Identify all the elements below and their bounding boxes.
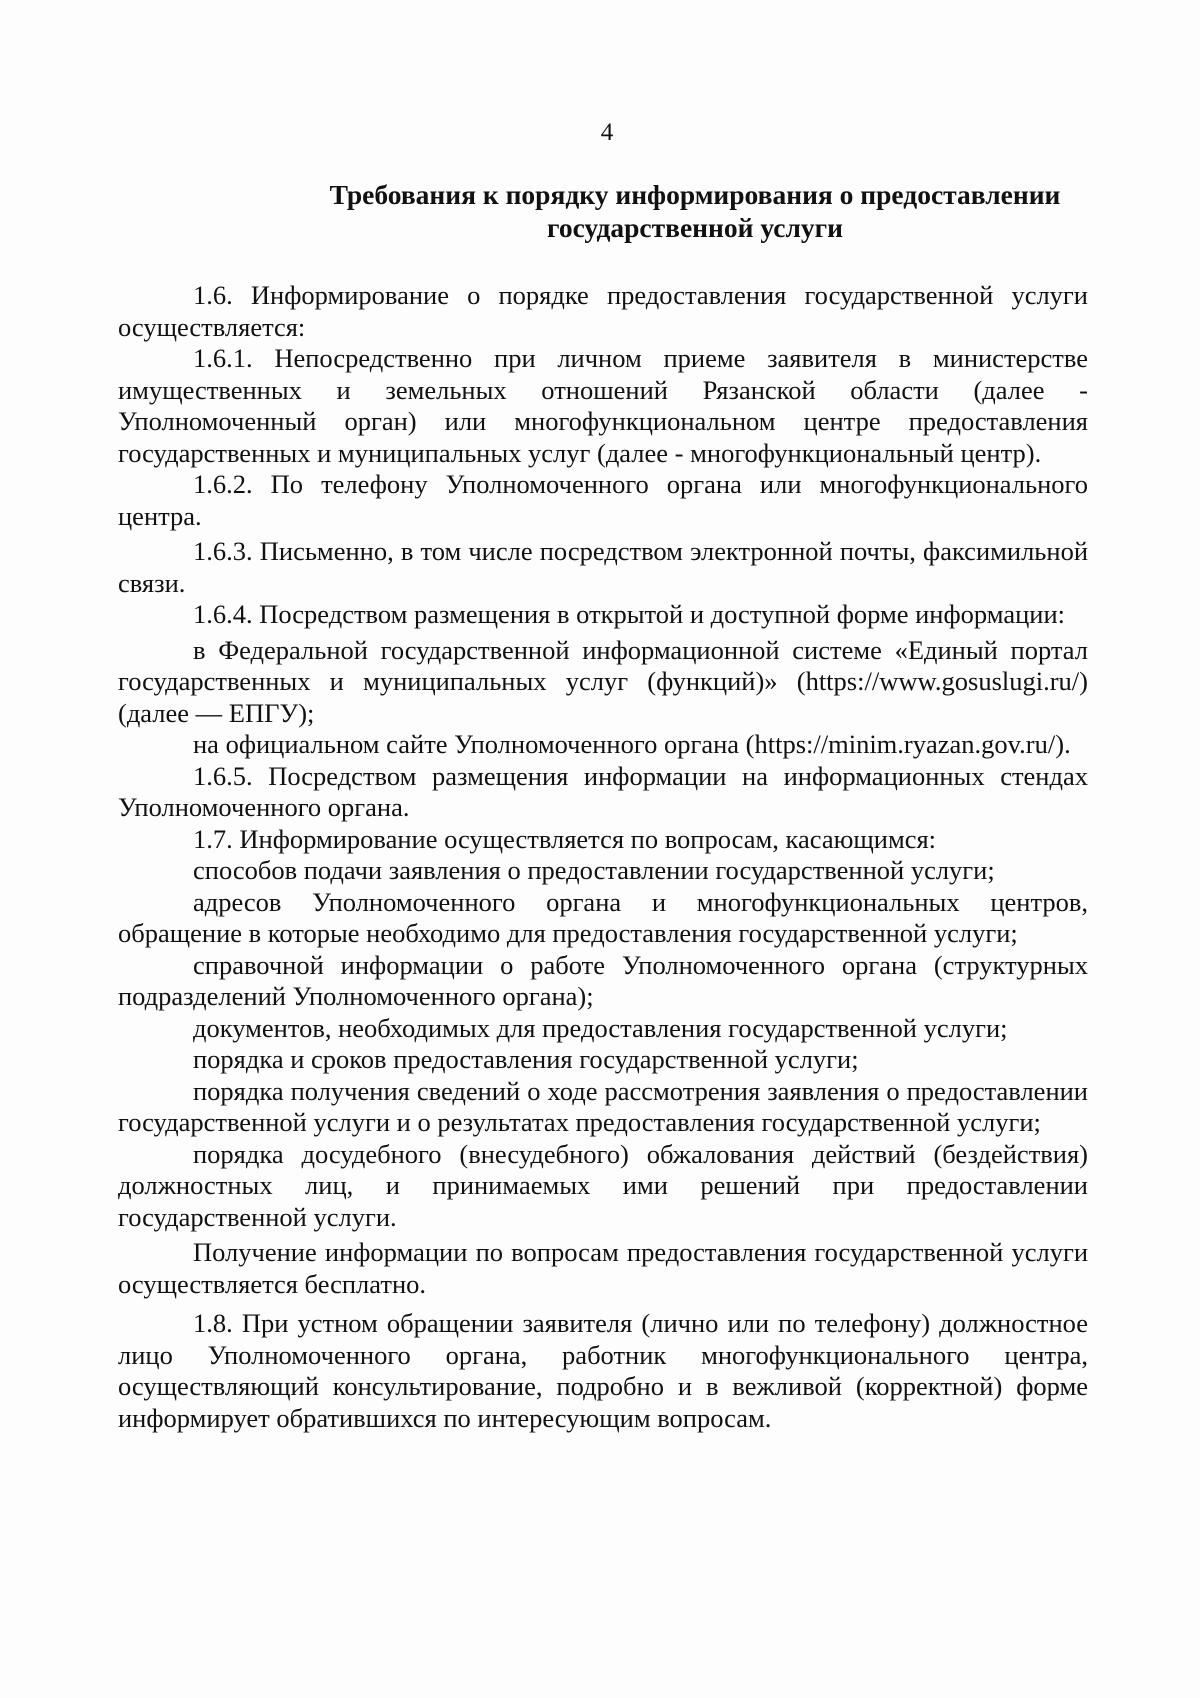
paragraph-1-6-5: 1.6.5. Посредством размещения информации на информационных стендах Уполномоченного органа. (118, 760, 1088, 822)
list-item-reference-info: справочной информации о работе Уполномоченного органа (структурных подразделений Уполномоченного органа); (118, 949, 1088, 1011)
paragraph-1-6: 1.6. Информирование о порядке предоставления государственной услуги осуществляется: (118, 280, 1088, 342)
paragraph-official-site: на официальном сайте Уполномоченного органа (https://minim.ryazan.gov.ru/). (193, 729, 1071, 759)
section-heading-line-2: государственной услуги (547, 212, 843, 243)
paragraph-1-6-3: 1.6.3. Письменно, в том числе посредством электронной почты, факсимильной связи. (118, 536, 1088, 598)
paragraph-1-6-4: 1.6.4. Посредством размещения в открытой и доступной форме информации: (193, 599, 1066, 629)
document-body (118, 280, 1088, 1434)
paragraph-1-7: 1.7. Информирование осуществляется по вопросам, касающимся: (193, 823, 937, 854)
paragraph-epgu: в Федеральной государственной информационной системе «Единый портал государственных и муниципальных услуг (функций)» (https://www.gosuslugi.ru/) (далее — ЕПГУ); (118, 634, 1088, 728)
list-item-documents: документов, необходимых для предоставления государственной услуги; (193, 1012, 1008, 1043)
list-item-procedure-terms: порядка и сроков предоставления государственной услуги; (193, 1044, 859, 1074)
list-item-submission-methods: способов подачи заявления о предоставлении государственной услуги; (193, 855, 995, 885)
section-heading-line-1: Требования к порядку информирования о предоставлении (329, 179, 1061, 210)
paragraph-1-8: 1.8. При устном обращении заявителя (лично или по телефону) должностное лицо Уполномоченного органа, работник многофункционального центра, осуществляющий консультирование, подробно и в вежливой (корректной) форме информирует обратившихся по интересующим вопросам. (118, 1308, 1088, 1433)
paragraph-free-of-charge: Получение информации по вопросам предоставления государственной услуги осуществляется бесплатно. (118, 1237, 1088, 1299)
list-item-progress-info: порядка получения сведений о ходе рассмотрения заявления о предоставлении государственной услуги и о результатах предоставления государственной услуги; (118, 1075, 1088, 1137)
list-item-addresses: адресов Уполномоченного органа и многофункциональных центров, обращение в которые необходимо для предоставления государственной услуги; (118, 886, 1088, 948)
list-item-appeal-procedure: порядка досудебного (внесудебного) обжалования действий (бездействия) должностных лиц, и принимаемых ими решений при предоставлении государственной услуги. (118, 1138, 1088, 1232)
section-heading (310, 178, 1080, 244)
page-number: 4 (600, 119, 614, 146)
paragraph-1-6-1: 1.6.1. Непосредственно при личном приеме заявителя в министерстве имущественных и земельных отношений Рязанской области (далее - Уполномоченный орган) или многофункциональном центре предоставления государственных и муниципальных услуг (далее - многофункциональный центр). (118, 343, 1088, 468)
paragraph-1-6-2: 1.6.2. По телефону Уполномоченного органа или многофункционального центра. (118, 469, 1088, 531)
